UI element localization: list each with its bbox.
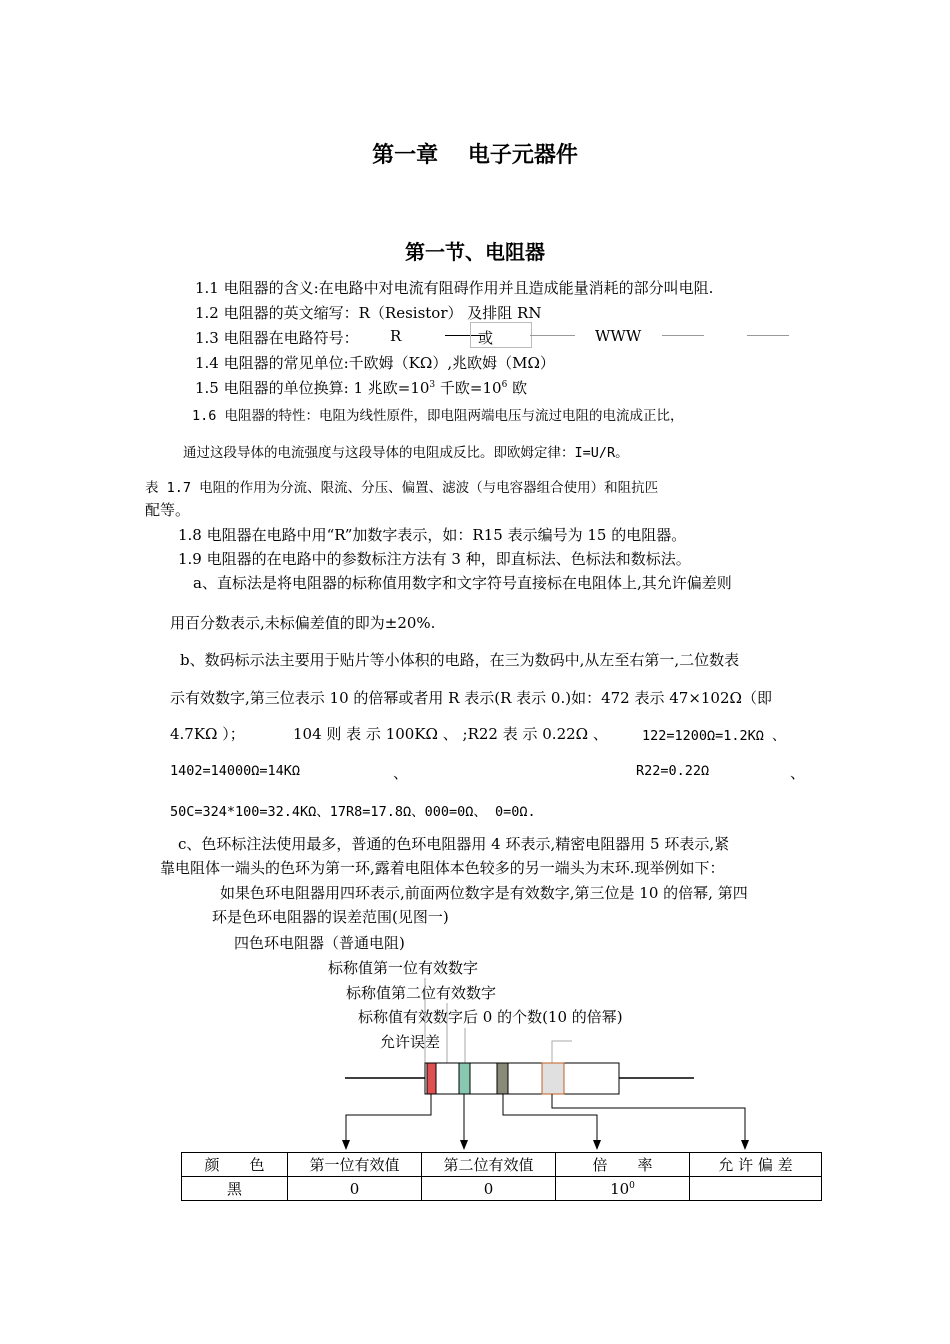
line-c-2: 靠电阻体一端头的色环为第一环,露着电阻体本色较多的另一端头为末环.现举例如下： — [160, 859, 725, 877]
band-label-4: 允许误差 — [380, 1033, 441, 1051]
line-b-2: 示有效数字,第三位表示 10 的倍幂或者用 R 表示(R 表示 0.)如：472 表示 47×102Ω（即 — [170, 689, 772, 707]
line-1-3-label: 1.3 电阻器在电路符号： — [195, 329, 359, 347]
line-b-5: 50C=324*100=32.4KΩ、17R8=17.8Ω、000=0Ω、 0=0Ω. — [170, 804, 536, 820]
symbol-or-label: 或 — [478, 329, 494, 347]
line-1-7b: 配等。 — [145, 501, 191, 519]
band-label-1: 标称值第一位有效数字 — [328, 959, 479, 977]
pointer-3 — [503, 1094, 597, 1140]
line-1-5: 1.5 电阻器的单位换算: 1 兆欧$=10^3$ 千欧$=10^6$ 欧 — [195, 379, 528, 397]
arrow-3 — [593, 1140, 601, 1150]
line-1-1: 1.1 电阻器的含义:在电路中对电流有阻碍作用并且造成能量消耗的部分叫电阻. — [195, 279, 714, 297]
header-first: 第一位有效值 — [288, 1153, 422, 1177]
table-header-row — [182, 1153, 822, 1177]
line-b-3c: 122=1200Ω=1.2KΩ 、 — [642, 728, 786, 744]
pointer-1 — [346, 1094, 431, 1140]
figure-caption: 四色环电阻器（普通电阻) — [234, 934, 405, 952]
arrow-4 — [741, 1140, 749, 1150]
header-multiplier: 倍 率 — [556, 1153, 690, 1177]
line-a-1: a、直标法是将电阻器的标称值用数字和文字符号直接标在电阻体上,其允许偏差则 — [193, 574, 732, 592]
line-b-3b: 104 则 表 示 100KΩ 、 ;R22 表 示 0.22Ω 、 — [293, 725, 608, 743]
line-b-4c: R22=0.22Ω — [636, 763, 710, 779]
header-tolerance: 允 许 偏 差 — [690, 1153, 822, 1177]
arrow-2 — [460, 1140, 468, 1150]
leader-line-4 — [552, 1041, 572, 1063]
line-b-3a: 4.7KΩ ）； — [170, 725, 245, 743]
line-a-2: 用百分数表示,未标偏差值的即为±20%. — [170, 614, 436, 632]
band-1 — [427, 1063, 436, 1094]
cell-first: 0 — [288, 1177, 422, 1201]
band-4 — [542, 1063, 564, 1094]
cell-color: 黑 — [182, 1177, 288, 1201]
band-2 — [459, 1063, 470, 1094]
line-1-2: 1.2 电阻器的英文缩写：R（Resistor） 及排阻 RN — [195, 304, 542, 322]
symbol-r-label: R — [390, 327, 402, 345]
line-1-9: 1.9 电阻器的在电路中的参数标注方法有 3 种，即直标法、色标法和数标法。 — [178, 550, 691, 568]
line-b-4a: 1402=14000Ω=14KΩ — [170, 763, 301, 779]
section-title: 第一节、电阻器 — [405, 240, 545, 264]
line-1-4: 1.4 电阻器的常见单位:千欧姆（KΩ）,兆欧姆（MΩ） — [195, 354, 555, 372]
cell-multiplier: $10^0$ — [556, 1177, 690, 1201]
line-c-4: 环是色环电阻器的误差范围(见图一) — [212, 908, 449, 926]
color-code-table — [181, 1152, 822, 1201]
chapter-title: 第一章 电子元器件 — [372, 142, 578, 168]
band-label-3: 标称值有效数字后 0 的个数(10 的倍幂) — [358, 1008, 623, 1026]
line-b-4b: 、 — [393, 764, 409, 782]
line-1-8: 1.8 电阻器在电路中用“R”加数字表示，如：R15 表示编号为 15 的电阻器。 — [178, 526, 687, 544]
band-3 — [497, 1063, 508, 1094]
line-c-1: c、色环标注法使用最多，普通的色环电阻器用 4 环表示,精密电阻器用 5 环表示,紧 — [178, 835, 730, 853]
resistor-body — [425, 1063, 619, 1094]
line-b-4d: 、 — [790, 764, 806, 782]
arrow-1 — [342, 1140, 350, 1150]
line-c-3: 如果色环电阻器用四环表示,前面两位数字是有效数字,第三位是 10 的倍幂, 第四 — [220, 884, 748, 902]
cell-second: 0 — [422, 1177, 556, 1201]
line-b-1: b、数码标示法主要用于贴片等小体积的电路，在三为数码中,从左至右第一,二位数表 — [180, 651, 740, 669]
header-second: 第二位有效值 — [422, 1153, 556, 1177]
band-label-2: 标称值第二位有效数字 — [346, 984, 497, 1002]
table-row — [182, 1177, 822, 1201]
symbol-www: WWW — [595, 327, 642, 345]
cell-tolerance — [690, 1177, 822, 1201]
header-color: 颜 色 — [182, 1153, 288, 1177]
line-1-6: 1.6 电阻器的特性：电阻为线性原件，即电阻两端电压与流过电阻的电流成正比， — [192, 408, 684, 424]
line-1-7: 表 1.7 电阻的作用为分流、限流、分压、偏置、滤波（与电容器组合使用）和阻抗匹 — [145, 480, 659, 496]
line-1-6b: 通过这段导体的电流强度与这段导体的电阻成反比。即欧姆定律：I=U/R。 — [183, 445, 629, 461]
pointer-4 — [552, 1094, 745, 1140]
